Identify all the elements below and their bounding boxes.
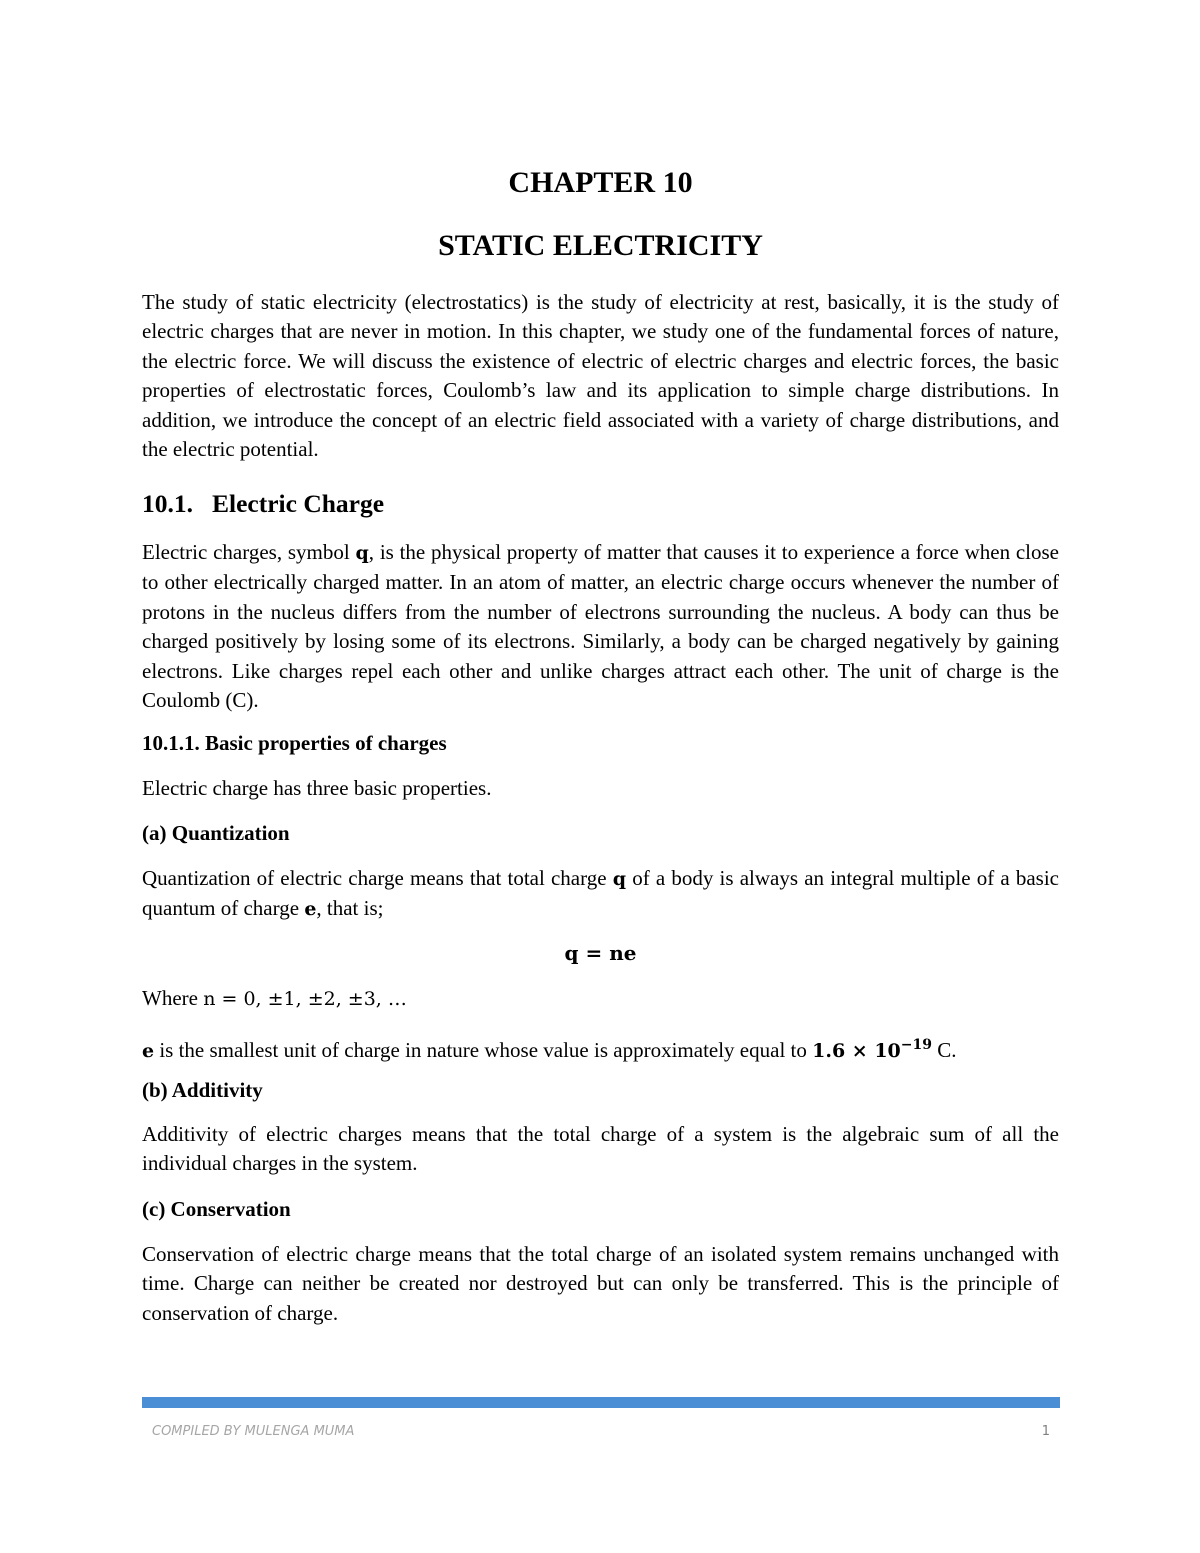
- charge-text-before: Electric charges, symbol: [142, 540, 356, 564]
- electric-charge-paragraph: [142, 538, 1059, 715]
- footer-compiled-by: COMPILED BY MULENGA MUMA: [152, 1424, 355, 1439]
- chapter-title: STATIC ELECTRICITY: [438, 229, 763, 262]
- additivity-heading: (b) Additivity: [142, 1078, 263, 1102]
- conservation-paragraph: Conservation of electric charge means that the total charge of an isolated system remains unchanged with time. Charge can neither be created nor destroyed but can only be transferred. This is the principle of conservation of charge.: [142, 1242, 1059, 1325]
- quantization-text-a: Quantization of electric charge means that total charge: [142, 866, 613, 890]
- quantization-text-b: of a body is always an integral multiple of a basic quantum of charge: [142, 866, 1059, 921]
- e-value: 1.6 × 10: [812, 1040, 901, 1062]
- section-title: Electric Charge: [212, 489, 385, 518]
- where-math: n = 0, ±1, ±2, ±3, …: [203, 988, 407, 1010]
- e-value-line: [142, 1031, 1059, 1066]
- e-exponent: −19: [900, 1037, 932, 1053]
- symbol-e: e: [304, 898, 317, 921]
- footer-divider: [142, 1397, 1060, 1408]
- e-unit: C.: [932, 1038, 957, 1062]
- chapter-number: CHAPTER 10: [508, 166, 693, 199]
- section-number: 10.1.: [142, 489, 193, 518]
- section-heading: [142, 489, 384, 519]
- subsection-intro: Electric charge has three basic properties.: [142, 776, 492, 800]
- quantization-text-c: , that is;: [316, 896, 384, 921]
- intro-paragraph: The study of static electricity (electrostatics) is the study of electricity at rest, basically, it is the study of electric charges that are never in motion. In this chapter, we study one of the fundamental forces of nature, the electric force. We will discuss the existence of electric of electric charges and electric forces, the basic properties of electrostatic forces, Coulomb’s law and its application to simple charge distributions. In addition, we introduce the concept of an electric field associated with a variety of charge distributions, and the electric potential.: [142, 290, 1059, 462]
- quantization-equation: q = ne: [564, 941, 637, 965]
- charge-text-after: , is the physical property of matter that causes it to experience a force when close to other electrically charged matter. In an atom of matter, an electric charge occurs whenever the number of protons in the nucleus differs from the number of electrons surrounding the nucleus. A body can thus be charged positively by losing some of its electrons. Similarly, a body can be charged negatively by gaining electrons. Like charges repel each other and unlike charges attract each other. The unit of charge is the Coulomb (C).: [142, 540, 1059, 713]
- symbol-q: q: [612, 868, 627, 890]
- e-text: is the smallest unit of charge in nature whose value is approximately equal to: [154, 1038, 813, 1062]
- subsection-heading: 10.1.1. Basic properties of charges: [142, 731, 447, 755]
- additivity-paragraph: Additivity of electric charges means that the total charge of a system is the algebraic sum of all the individual charges in the system.: [142, 1122, 1059, 1176]
- quantization-heading: (a) Quantization: [142, 821, 290, 845]
- charge-symbol: q: [355, 542, 369, 564]
- e-symbol: e: [142, 1040, 155, 1062]
- conservation-heading: (c) Conservation: [142, 1197, 291, 1221]
- footer-page-number: 1: [1041, 1424, 1050, 1439]
- where-label: Where: [142, 986, 204, 1010]
- where-line: [142, 984, 1059, 1014]
- quantization-paragraph: [142, 864, 1059, 925]
